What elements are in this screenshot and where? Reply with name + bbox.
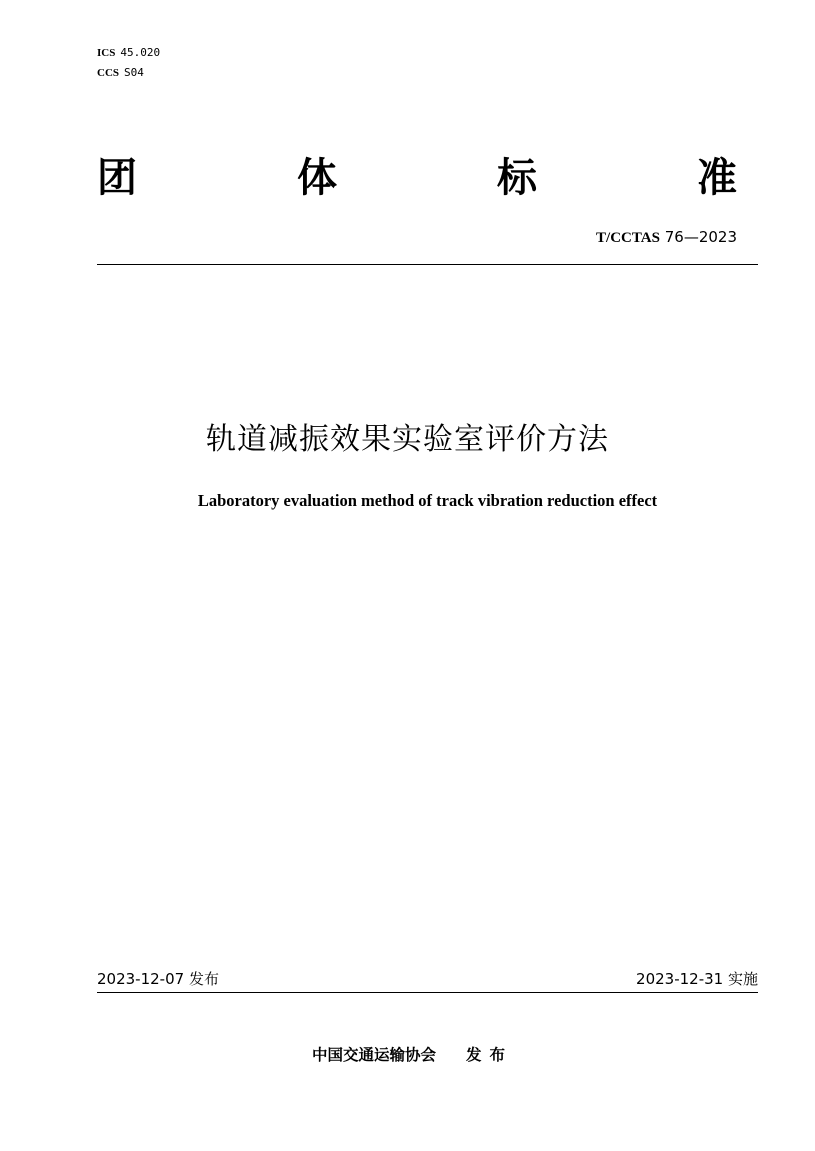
ccs-value: S04 [124,66,144,79]
implementation-date: 2023-12-31 实施 [636,970,758,988]
standard-number-prefix: T/CCTAS [596,230,660,246]
top-divider [97,264,758,265]
ics-label: ICS [97,47,116,59]
document-title-chinese: 轨道减振效果实验室评价方法 [206,422,609,457]
standard-type-heading [97,152,737,204]
publisher-line [312,1043,513,1067]
document-title-english: Laboratory evaluation method of track vibration reduction effect [197,491,658,510]
ccs-code-line [97,63,160,83]
standard-type-char: 标 [497,155,537,201]
date-row [97,967,758,991]
standard-number-value: 76—2023 [664,228,737,246]
publish-action: 发布 [466,1046,514,1064]
publisher-name: 中国交通运输协会 [312,1046,437,1064]
ccs-label: CCS [97,67,120,79]
bottom-divider [97,992,758,993]
ics-code-line [97,43,160,63]
standard-type-char: 体 [297,155,337,201]
classification-codes [97,43,160,83]
issue-date: 2023-12-07 发布 [97,970,219,988]
standard-number [596,226,737,249]
standard-type-char: 团 [97,155,137,201]
standard-type-char: 准 [697,155,737,201]
ics-value: 45.020 [120,46,161,59]
